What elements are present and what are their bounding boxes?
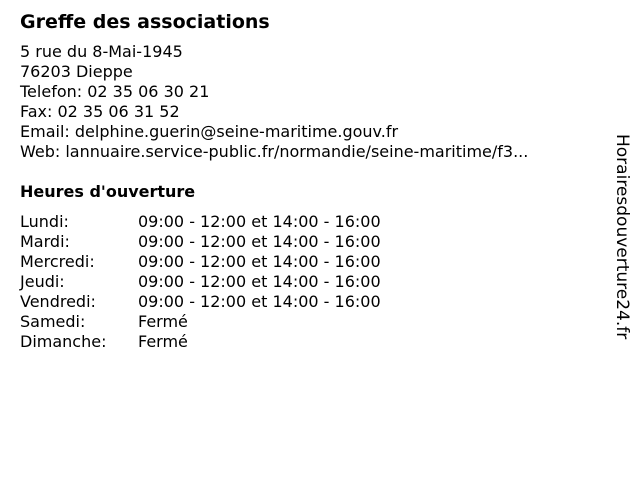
web-line: Web: lannuaire.service-public.fr/normandie/seine-maritime/f3... [20, 142, 529, 161]
time-range: 09:00 - 12:00 et 14:00 - 16:00 [138, 232, 381, 251]
hours-row [20, 232, 600, 252]
hours-row [20, 332, 600, 352]
page-title: Greffe des associations [20, 11, 270, 33]
business-card [20, 10, 600, 352]
day-label: Dimanche: [20, 332, 107, 351]
hours-row [20, 272, 600, 292]
day-label: Mercredi: [20, 252, 95, 271]
day-label: Lundi: [20, 212, 69, 231]
time-range: Fermé [138, 332, 188, 351]
time-range: 09:00 - 12:00 et 14:00 - 16:00 [138, 252, 381, 271]
time-range: 09:00 - 12:00 et 14:00 - 16:00 [138, 212, 381, 231]
street-address: 5 rue du 8-Mai-1945 [20, 42, 183, 61]
hours-row [20, 292, 600, 312]
phone-line: Telefon: 02 35 06 30 21 [20, 82, 210, 101]
email-line: Email: delphine.guerin@seine-maritime.gouv.fr [20, 122, 399, 141]
opening-hours-heading: Heures d'ouverture [20, 182, 196, 201]
hours-row [20, 212, 600, 232]
day-label: Samedi: [20, 312, 86, 331]
hours-row [20, 312, 600, 332]
hours-row [20, 252, 600, 272]
day-label: Mardi: [20, 232, 70, 251]
city-postal: 76203 Dieppe [20, 62, 133, 81]
day-label: Vendredi: [20, 292, 96, 311]
fax-line: Fax: 02 35 06 31 52 [20, 102, 180, 121]
time-range: 09:00 - 12:00 et 14:00 - 16:00 [138, 292, 381, 311]
day-label: Jeudi: [20, 272, 65, 291]
time-range: 09:00 - 12:00 et 14:00 - 16:00 [138, 272, 381, 291]
site-watermark: Horairesdouverture24.fr [612, 134, 632, 340]
time-range: Fermé [138, 312, 188, 331]
